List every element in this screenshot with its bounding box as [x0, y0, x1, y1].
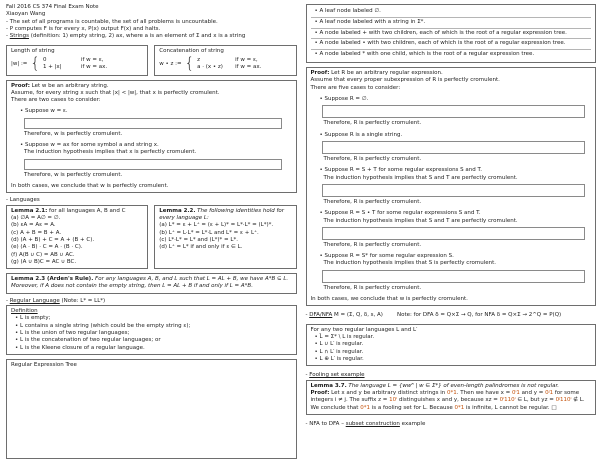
blank-answer-box	[322, 141, 586, 154]
brace-glyph: {	[30, 54, 40, 73]
box-title: Length of string	[11, 47, 55, 54]
note-line-countable: - The set of all programs is countable, the set of all problems is uncountable.	[6, 18, 218, 25]
identity-line: (e) (A · B) · C = A · (B · C).	[11, 244, 83, 251]
proof-case-single-string	[311, 132, 592, 164]
regular-language-line	[6, 298, 297, 305]
fooling-set-term: Fooling set example	[309, 372, 365, 379]
regex-induction-proof-box	[306, 67, 597, 306]
blank-answer-box	[322, 184, 586, 197]
formula-lhs: |w| :=	[11, 60, 28, 67]
case-supposition: • Suppose R is a single string.	[316, 132, 592, 139]
lemma-intro: for all languages A, B and C	[47, 207, 126, 214]
definition-item: • L is the union of two regular languages;	[11, 330, 292, 337]
identity-line: (b) L⁺ = L·L* = L*·L and L* = ε + L⁺.	[159, 229, 259, 236]
text-segment: distinguishes x and y, because xz =	[397, 397, 500, 404]
lemma-2-1-box	[6, 205, 148, 270]
proof-conclusion: In both cases, we conclude that w is perfectly cromulent.	[310, 296, 468, 303]
dfa-nfa-term: DFA/NFA	[309, 312, 333, 319]
formula-case	[197, 57, 261, 64]
proof-case-union	[311, 167, 592, 206]
blank-answer-box	[322, 270, 586, 283]
induction-hypothesis-line: The induction hypothesis implies that S is perfectly cromulent.	[323, 260, 496, 267]
text-segment: is infinite, L cannot be regular. □	[464, 404, 557, 411]
blank-answer-box	[24, 118, 282, 129]
case-expr: 0	[42, 56, 47, 63]
formula-case	[197, 64, 261, 71]
proof-assumption: Assume that every proper subexpression of R is perfectly cromulent.	[310, 77, 500, 84]
note-line-computes: - P computes F is for every x, P(x) output F(x) and halts.	[6, 25, 161, 32]
identity-line: (d) L⁺ = L* if and only if ε ∈ L.	[159, 244, 243, 251]
lemma-3-text: The language L = {wwᴿ | w ∈ Σ*} of even-length palindromes is not regular.	[346, 382, 560, 389]
identity-line: (c) L*·L* = L* and (L*)* = L*.	[159, 236, 238, 243]
math-accent-segment: 0*1	[360, 404, 370, 411]
case-supposition: • Suppose R = S* for some regular expression S.	[316, 253, 592, 260]
math-accent-segment: 0ⁱ1	[511, 389, 520, 396]
closure-properties-box	[306, 324, 597, 367]
math-accent-segment: 0ⁱ110ⁱ	[499, 397, 516, 404]
identity-line: (b) εA = Aε = A.	[11, 222, 56, 229]
case-conclusion: Therefore, R is perfectly cromulent.	[323, 241, 422, 248]
proof-intro-text: Let w be an arbitrary string.	[29, 82, 109, 89]
lemma-2-2-identities	[159, 222, 291, 251]
dash-prefix: -	[6, 33, 10, 40]
tree-node-rule: • A leaf node labeled with a string in Σ*.	[311, 18, 592, 29]
nfa-to-dfa-line	[306, 421, 597, 428]
lemma-label: Lemma 3.7.	[310, 382, 347, 389]
ardens-rule-box	[6, 273, 297, 294]
formula-lhs: w • z :=	[159, 60, 182, 67]
blank-answer-box	[322, 227, 586, 240]
author: Xiaoyan Wang	[6, 11, 46, 18]
lemma-2-1-identities	[11, 215, 143, 266]
dash-prefix: -	[305, 372, 310, 379]
case-conclusion: Therefore, w is perfectly cromulent.	[24, 171, 123, 178]
lemma-label: Lemma 2.3 (Arden's Rule).	[11, 276, 94, 283]
brace-glyph: {	[184, 54, 195, 73]
case-conclusion: Therefore, R is perfectly cromulent.	[323, 198, 422, 205]
case-cond: if w = ε,	[235, 56, 258, 63]
identity-line: (d) (A + B) + C = A + (B + C).	[11, 236, 95, 243]
math-accent-segment: 0*1	[454, 404, 465, 411]
formula-cases	[43, 57, 107, 72]
induction-hypothesis-line: The induction hypothesis implies that S and T are perfectly cromulent.	[323, 217, 518, 224]
definition-items	[11, 315, 292, 352]
math-accent-segment: 0*1	[447, 389, 457, 396]
lemma-3-statement	[311, 383, 592, 390]
text-segment: ∈ L, but yz =	[515, 397, 556, 404]
case-supposition: • Suppose w = ε.	[16, 108, 292, 115]
case-expr: 1 + |x|	[42, 64, 62, 71]
text-segment: ∉ L. We conclude that	[310, 397, 585, 411]
case-expr: z	[197, 56, 201, 63]
text-segment: for some integers i ≠ j. The suffix z =	[310, 389, 580, 404]
proof-case-concatenation	[311, 210, 592, 249]
fooling-set-lemma-box	[306, 380, 597, 415]
tree-node-rule: • A leaf node labeled ∅.	[311, 7, 592, 18]
formula-case	[43, 64, 107, 71]
string-induction-proof-box	[6, 80, 297, 194]
lemma-label: Lemma 2.1:	[11, 207, 48, 214]
strings-definition-line	[6, 33, 297, 40]
ardens-rule-statement	[11, 276, 292, 291]
math-accent-segment: 0ʲ110ⁱ	[555, 397, 572, 404]
tree-node-rule: • A node labeled * with one child, which is the root of a regular expression tree.	[311, 50, 592, 60]
dash-prefix: -	[305, 312, 310, 319]
identity-line: (g) (A ∪ B)C = AC ∪ BC.	[11, 258, 77, 265]
definition-item: • L is the concatenation of two regular languages; or	[11, 337, 292, 344]
box-title: Concatenation of string	[159, 47, 224, 54]
dfa-nfa-line	[306, 312, 597, 319]
proof-assumption: Assume, for every string x such that |x| < |w|, that x is perfectly cromulent.	[11, 89, 220, 96]
proof-intro-line	[311, 70, 592, 77]
closure-property: • L̄ = Σ* \ L is regular.	[311, 334, 592, 341]
text-segment: . Then we have x =	[456, 389, 512, 396]
case-expr: a · (x • z)	[197, 64, 223, 71]
regular-language-term: Regular Language	[9, 297, 60, 304]
dfa-transition-note: Note: for DFA δ = Q×Σ → Q, for NFA δ = Q×Σ → 2^Q = P(Q)	[396, 312, 562, 319]
case-conclusion: Therefore, R is perfectly cromulent.	[323, 284, 422, 291]
right-column	[306, 4, 597, 459]
case-conclusion: Therefore, R is perfectly cromulent.	[323, 155, 422, 162]
regex-tree-node-rules-box	[306, 4, 597, 63]
tree-node-rule: • A node labeled + with two children, each of which is the root of a regular expression tree.	[311, 29, 592, 40]
induction-hypothesis-line: The induction hypothesis implies that x is perfectly cromulent.	[24, 149, 197, 156]
proof-cases-intro: There are five cases to consider:	[310, 84, 401, 91]
blank-answer-box	[24, 159, 282, 170]
case-conclusion: Therefore, w is perfectly cromulent.	[24, 130, 123, 137]
formula-case	[43, 57, 107, 64]
nfa-to-dfa-prefix: - NFA to DFA –	[305, 420, 346, 427]
length-formula	[11, 56, 143, 73]
length-of-string-box	[6, 45, 148, 76]
text-segment: and y =	[519, 389, 546, 396]
lemma-boxes-row	[6, 205, 297, 270]
text-segment: is a fooling set for L. Because	[369, 404, 455, 411]
lemma-label: Lemma 2.2.	[159, 207, 196, 214]
identity-line: (a) ∅A = A∅ = ∅.	[11, 214, 61, 221]
lemma-2-1-statement	[11, 208, 143, 215]
tree-box-title: Regular Expression Tree	[11, 361, 77, 368]
blank-answer-box	[322, 105, 586, 118]
dfa-tuple: M = (Σ, Q, δ, s, A)	[332, 312, 383, 319]
nfa-to-dfa-suffix: example	[399, 420, 426, 427]
ardens-rule-text: For any languages A, B, and L such that L = AL + B, we have A*B ⊆ L. Moreover, if A does not contain the empty string, then L = AL + B if and only if L = A*B.	[11, 276, 289, 290]
case-cond: if w = ax.	[80, 64, 108, 71]
closure-property: • L ⊕ L′ is regular.	[311, 356, 592, 363]
math-accent-segment: 0ʲ1	[545, 389, 554, 396]
definition-item: • L is the Kleene closure of a regular language.	[11, 345, 292, 352]
proof-cases-intro: There are two cases to consider:	[11, 97, 101, 104]
lemma-2-2-statement	[159, 208, 291, 223]
formula-boxes-row	[6, 45, 297, 76]
identity-line: (c) A + B = B + A.	[11, 229, 62, 236]
strings-definition-text: (definition: 1) empty string, 2) ax, where a is an element of Σ and x is a string	[29, 33, 246, 40]
lemma-intro: The following identities hold for every language L:	[159, 207, 285, 221]
dash-prefix: -	[6, 297, 10, 304]
text-segment: Proof:	[310, 389, 330, 396]
concatenation-formula	[159, 56, 291, 73]
fooling-proof-paragraph	[311, 390, 592, 412]
regular-language-note: (Note: L* = LL*)	[59, 297, 106, 304]
proof-label: Proof:	[11, 82, 30, 89]
proof-case-empty	[311, 96, 592, 128]
identity-line: (f) A(B ∪ C) = AB ∪ AC.	[11, 251, 75, 258]
closure-properties	[311, 334, 592, 363]
languages-section-label: - Languages	[6, 197, 40, 204]
regular-expression-tree-box	[6, 359, 297, 459]
left-column	[6, 4, 297, 459]
closure-property: • L ∪ L′ is regular.	[311, 341, 592, 348]
proof-intro-text: Let R be an arbitrary regular expression.	[329, 70, 443, 77]
case-supposition: • Suppose R = ∅.	[316, 96, 592, 103]
definition-item: • L is empty;	[11, 315, 292, 322]
fooling-set-label	[306, 372, 597, 379]
case-cond: if w = ε,	[80, 56, 104, 63]
definition-item: • L contains a single string (which could be the empty string ε);	[11, 323, 292, 330]
proof-label: Proof:	[310, 70, 330, 77]
case-cond: if w = ax.	[235, 64, 262, 71]
strings-term: Strings	[9, 33, 30, 40]
tree-node-rule: • A node labeled • with two children, each of which is the root of a regular expression tree.	[311, 39, 592, 50]
closure-property: • L ∩ L′ is regular.	[311, 349, 592, 356]
lemma-2-2-box	[154, 205, 296, 270]
case-supposition: • Suppose w = ax for some symbol a and string x.	[16, 142, 292, 149]
regular-language-definition-box	[6, 305, 297, 355]
proof-case-kleene-star	[311, 253, 592, 292]
subset-construction-link[interactable]: subset construction	[345, 420, 400, 427]
closure-box-title: For any two regular languages L and L′	[310, 326, 418, 333]
page-title: Fall 2016 CS 374 Final Exam Note	[6, 4, 99, 10]
proof-conclusion: In both cases, we conclude that w is perfectly cromulent.	[11, 183, 169, 189]
proof-intro-line	[11, 83, 292, 90]
identity-line: (a) L* = ε + L⁺ = (ε + L)* = L*·L* = (L*)*.	[159, 222, 274, 229]
case-supposition: • Suppose R = S + T for some regular expressions S and T.	[316, 167, 592, 174]
formula-cases	[197, 57, 261, 72]
definition-title: Definition	[11, 308, 38, 315]
case-conclusion: Therefore, R is perfectly cromulent.	[323, 120, 422, 127]
concatenation-of-string-box	[154, 45, 296, 76]
induction-hypothesis-line: The induction hypothesis implies that S and T are perfectly cromulent.	[323, 174, 518, 181]
tree-node-rules	[311, 7, 592, 60]
math-accent-segment: 10ⁱ	[389, 397, 398, 404]
text-segment: Let x and y be arbitrary distinct strings in	[329, 389, 447, 396]
case-supposition: • Suppose R = S • T for some regular expressions S and T.	[316, 210, 592, 217]
